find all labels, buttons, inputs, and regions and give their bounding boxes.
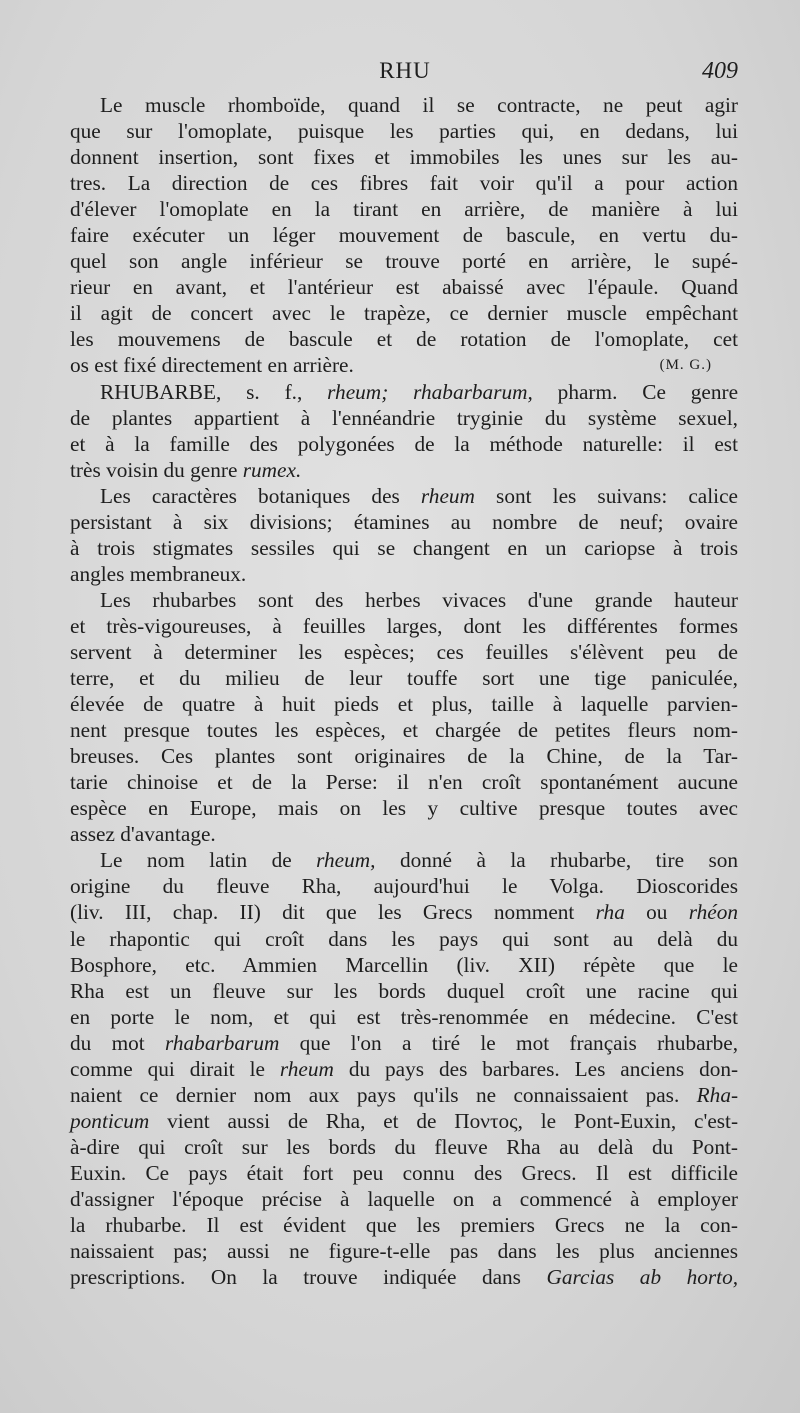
- text-line: breuses. Ces plantes sont originaires de la Chine, de la Tar-: [70, 744, 738, 769]
- text-line: il agit de concert avec le trapèze, ce dernier muscle empêchant: [70, 301, 738, 326]
- text-line: de plantes appartient à l'ennéandrie tryginie du système sexuel,: [70, 405, 738, 430]
- text-line: d'élever l'omoplate en la tirant en arrière, de manière à lui: [70, 197, 738, 222]
- text-line: le rhapontic qui croît dans les pays qui sont au delà du: [70, 926, 738, 951]
- text-line: RHUBARBE, s. f., rheum; rhabarbarum, pharm. Ce genre: [100, 379, 739, 404]
- running-head-title: RHU: [379, 58, 431, 83]
- text-line: et à la famille des polygonées de la méthode naturelle: il est: [70, 431, 738, 456]
- text-line: tres. La direction de ces fibres fait voir qu'il a pour action: [70, 171, 738, 196]
- text-line: os est fixé directement en arrière. (M. G.): [70, 353, 712, 378]
- running-header: [70, 58, 740, 92]
- text-line: en porte le nom, et qui est très-renommée en médecine. C'est: [70, 1004, 738, 1029]
- text-line: nent presque toutes les espèces, et chargée de petites fleurs nom-: [70, 718, 738, 743]
- text-line: Euxin. Ce pays était fort peu connu des Grecs. Il est difficile: [70, 1160, 738, 1185]
- text-line: (liv. III, chap. II) dit que les Grecs nomment rha ou rhéon: [70, 900, 739, 925]
- text-line: Les rhubarbes sont des herbes vivaces d'une grande hauteur: [100, 587, 738, 612]
- text-line: faire exécuter un léger mouvement de bascule, en vertu du-: [70, 223, 738, 248]
- text-line: espèce en Europe, mais on les y cultive presque toutes avec: [70, 796, 738, 821]
- text-line: Rha est un fleuve sur les bords duquel croît une racine qui: [70, 978, 738, 1003]
- text-line: du mot rhabarbarum que l'on a tiré le mot français rhubarbe,: [70, 1030, 739, 1055]
- text-line: tarie chinoise et de la Perse: il n'en croît spontanément aucune: [70, 770, 738, 795]
- body-text: [70, 92, 738, 1290]
- author-signature: (M. G.): [659, 357, 712, 374]
- text-line: quel son angle inférieur se trouve porté en arrière, le supé-: [70, 249, 738, 274]
- text-line: Le nom latin de rheum, donné à la rhubarbe, tire son: [100, 848, 739, 873]
- text-line: naient ce dernier nom aux pays qu'ils ne connaissaient pas. Rha-: [70, 1082, 739, 1107]
- text-line: la rhubarbe. Il est évident que les premiers Grecs ne la con-: [70, 1213, 738, 1238]
- text-line: servent à determiner les espèces; ces feuilles s'élèvent peu de: [70, 639, 738, 664]
- text-line: comme qui dirait le rheum du pays des barbares. Les anciens don-: [70, 1056, 739, 1081]
- text-line: ponticum vient aussi de Rha, et de Ποντος, le Pont-Euxin, c'est-: [70, 1108, 739, 1133]
- text-line: Le muscle rhomboïde, quand il se contracte, ne peut agir: [100, 93, 738, 117]
- text-line: à trois stigmates sessiles qui se changent en un cariopse à trois: [70, 535, 738, 560]
- text-line: terre, et du milieu de leur touffe sort une tige paniculée,: [70, 666, 738, 691]
- text-line: les mouvemens de bascule et de rotation de l'omoplate, cet: [70, 327, 738, 352]
- text-line: d'assigner l'époque précise à laquelle on a commencé à employer: [70, 1186, 738, 1211]
- text-line: prescriptions. On la trouve indiquée dans Garcias ab horto,: [70, 1265, 739, 1290]
- text-line: rieur en avant, et l'antérieur est abaissé avec l'épaule. Quand: [70, 275, 738, 300]
- text-line: donnent insertion, sont fixes et immobiles les unes sur les au-: [70, 145, 738, 170]
- page-number: 409: [702, 58, 738, 84]
- text-line: persistant à six divisions; étamines au nombre de neuf; ovaire: [70, 509, 738, 534]
- text-line: origine du fleuve Rha, aujourd'hui le Volga. Dioscorides: [70, 874, 738, 899]
- text-line: très voisin du genre rumex.: [70, 457, 302, 482]
- text-line: élevée de quatre à huit pieds et plus, taille à laquelle parvien-: [70, 692, 738, 717]
- text-line: à-dire qui croît sur les bords du fleuve Rha au delà du Pont-: [70, 1134, 738, 1159]
- text-line: Les caractères botaniques des rheum sont les suivans: calice: [100, 483, 738, 508]
- text-line: naissaient pas; aussi ne figure-t-elle pas dans les plus anciennes: [70, 1239, 738, 1264]
- text-line: assez d'avantage.: [70, 822, 216, 847]
- text-line: que sur l'omoplate, puisque les parties qui, en dedans, lui: [70, 119, 738, 144]
- text-line: Bosphore, etc. Ammien Marcellin (liv. XII) répète que le: [70, 952, 738, 977]
- text-line: angles membraneux.: [70, 561, 247, 586]
- text-line: et très-vigoureuses, à feuilles larges, dont les différentes formes: [70, 613, 738, 638]
